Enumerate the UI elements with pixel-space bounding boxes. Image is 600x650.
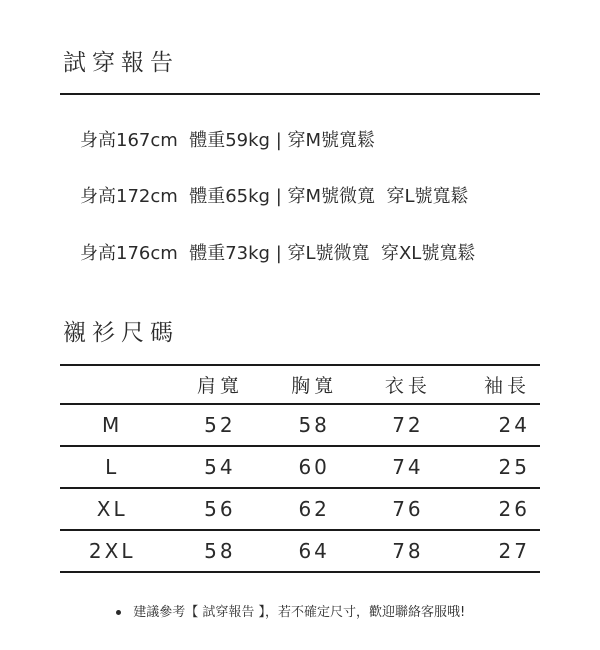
length-value: 76 xyxy=(361,488,455,530)
size-advice-note xyxy=(108,586,465,620)
size-chart-header-row xyxy=(60,365,540,404)
fit-report-row: 身高176cm 體重73kg | 穿L號微寬 穿XL號寬鬆 xyxy=(80,243,476,264)
shoulder-value: 56 xyxy=(164,488,262,530)
sleeve-value: 24 xyxy=(455,404,540,446)
header-size xyxy=(60,365,164,404)
size-label: XL xyxy=(60,488,164,530)
length-value: 72 xyxy=(361,404,455,446)
fit-report-row: 身高172cm 體重65kg | 穿M號微寬 穿L號寬鬆 xyxy=(80,186,469,207)
length-value: 74 xyxy=(361,446,455,488)
table-row xyxy=(60,530,540,572)
shoulder-value: 52 xyxy=(164,404,262,446)
sleeve-value: 27 xyxy=(455,530,540,572)
table-row xyxy=(60,404,540,446)
chest-value: 60 xyxy=(262,446,361,488)
size-advice-text: 建議參考【 試穿報告 】，若不確定尺寸，歡迎聯絡客服哦! xyxy=(133,605,466,620)
bullet-icon xyxy=(116,610,121,615)
table-row xyxy=(60,488,540,530)
sleeve-value: 25 xyxy=(455,446,540,488)
chest-value: 64 xyxy=(262,530,361,572)
length-value: 78 xyxy=(361,530,455,572)
size-label: L xyxy=(60,446,164,488)
fit-report-divider xyxy=(60,93,540,95)
table-row xyxy=(60,446,540,488)
chest-value: 62 xyxy=(262,488,361,530)
chest-value: 58 xyxy=(262,404,361,446)
header-length: 衣長 xyxy=(361,365,455,404)
header-sleeve-length: 袖長 xyxy=(455,365,540,404)
size-chart-table xyxy=(60,364,540,573)
fit-report-row: 身高167cm 體重59kg | 穿M號寬鬆 xyxy=(80,130,376,151)
header-chest-width: 胸寬 xyxy=(262,365,361,404)
fit-report-title: 試穿報告 xyxy=(63,50,179,76)
sleeve-value: 26 xyxy=(455,488,540,530)
size-label: 2XL xyxy=(60,530,164,572)
header-shoulder-width: 肩寬 xyxy=(164,365,262,404)
size-label: M xyxy=(60,404,164,446)
shoulder-value: 58 xyxy=(164,530,262,572)
shoulder-value: 54 xyxy=(164,446,262,488)
size-chart-title: 襯衫尺碼 xyxy=(63,320,179,346)
